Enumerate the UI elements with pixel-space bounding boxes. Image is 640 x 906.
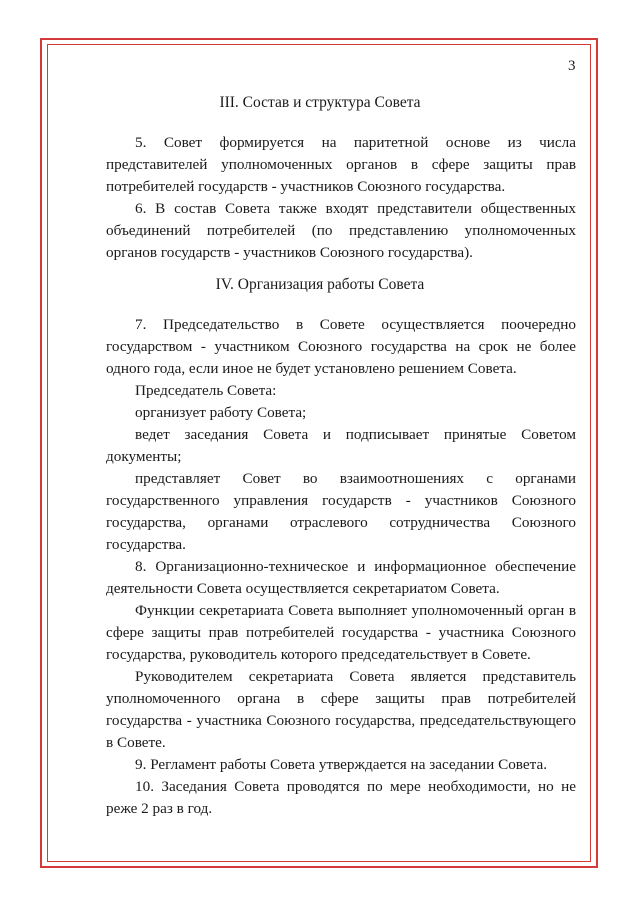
paragraph-secretariat-functions [106, 600, 576, 666]
text-line: представителей уполномоченных органов в сфере защиты прав [106, 156, 576, 173]
paragraph-10 [106, 776, 576, 820]
paragraph-7 [106, 314, 576, 380]
paragraph-6 [106, 198, 576, 264]
paragraph-organizes [106, 402, 576, 424]
paragraph-8 [106, 556, 576, 600]
text-line: объединений потребителей (по представлению уполномоченных [106, 222, 576, 239]
text-line: государственного управления государств - участников Союзного [106, 492, 576, 509]
text-line: 9. Регламент работы Совета утверждается на заседании Совета. [135, 756, 547, 773]
page-number: 3 [568, 58, 576, 74]
text-line: ведет заседания Совета и подписывает принятые Советом [135, 426, 576, 443]
text-line: органов государств - участников Союзного государства). [106, 244, 473, 261]
text-line: Руководителем секретариата Совета является представитель [135, 668, 576, 685]
section-heading-iv: IV. Организация работы Совета [215, 276, 425, 293]
text-line: 10. Заседания Совета проводятся по мере необходимости, но не [135, 778, 576, 795]
paragraph-conducts [106, 424, 576, 468]
text-line: государства, руководитель которого председательствует в Совете. [106, 646, 531, 663]
text-line: государством - участником Союзного государства на срок не более [106, 338, 576, 355]
text-line: в Совете. [106, 734, 166, 751]
text-line: 8. Организационно-техническое и информационное обеспечение [135, 558, 576, 575]
text-line: организует работу Совета; [135, 404, 307, 421]
text-line: Председатель Совета: [135, 382, 277, 399]
paragraph-9 [106, 754, 576, 776]
text-line: Функции секретариата Совета выполняет уполномоченный орган в [135, 602, 576, 619]
text-line: государства. [106, 536, 186, 553]
text-line: государства - участника Союзного государства, председательствующего [106, 712, 576, 729]
paragraph-secretariat-head [106, 666, 576, 754]
text-line: государства, органами отраслевого сотрудничества Союзного [106, 514, 576, 531]
text-line: представляет Совет во взаимоотношениях с органами [135, 470, 576, 487]
text-line: уполномоченного органа в сфере защиты прав потребителей [106, 690, 576, 707]
text-line: одного года, если иное не будет установлено решением Совета. [106, 360, 517, 377]
text-line: реже 2 раз в год. [106, 800, 213, 817]
text-line: потребителей государств - участников Союзного государства. [106, 178, 506, 195]
text-line: 6. В состав Совета также входят представители общественных [135, 200, 576, 217]
text-line: деятельности Совета осуществляется секретариатом Совета. [106, 580, 500, 597]
paragraph-represents [106, 468, 576, 556]
text-line: сфере защиты прав потребителей государства - участника Союзного [106, 624, 576, 641]
text-line: документы; [106, 448, 182, 465]
text-line: 5. Совет формируется на паритетной основе из числа [135, 134, 576, 151]
section-heading-iii: III. Состав и структура Совета [219, 94, 421, 111]
paragraph-chair [106, 380, 576, 402]
text-line: 7. Председательство в Совете осуществляется поочередно [135, 316, 576, 333]
paragraph-5 [106, 132, 576, 198]
